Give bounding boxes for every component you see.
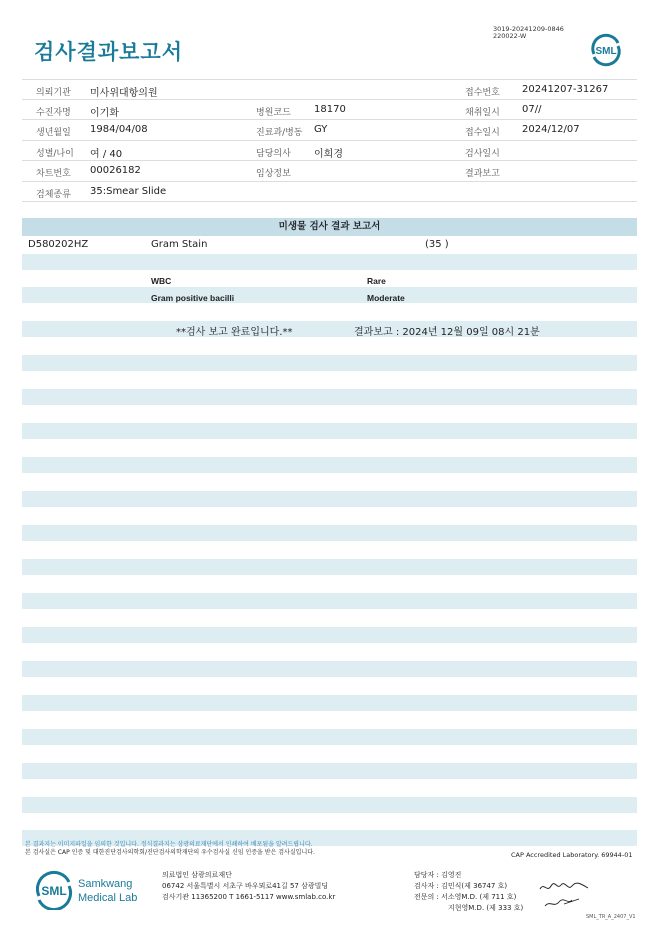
label-clinical-info: 임상정보 xyxy=(256,169,291,179)
signature-icon xyxy=(542,896,582,910)
footer-contact: 검사기관 11365200 T 1661-5117 www.smlab.co.kr xyxy=(162,893,336,901)
result-row-band xyxy=(22,254,637,270)
result-row-band xyxy=(22,321,637,337)
footer-address: 06742 서울특별시 서초구 바우뫼로41길 57 삼광빌딩 xyxy=(162,882,329,890)
staff-name: 지현영M.D. (제 333 호) xyxy=(448,904,524,912)
footer-notes xyxy=(25,841,315,857)
footer-logo-sml: SML xyxy=(41,884,67,898)
staff-row xyxy=(414,892,523,903)
info-row xyxy=(22,100,637,121)
label-patient-name: 수진자명 xyxy=(36,107,71,118)
value-physician: 이희경 xyxy=(314,148,343,160)
value-specimen-type: 35:Smear Slide xyxy=(90,185,167,197)
result-row-band xyxy=(22,763,637,779)
footer-logo-line2: Medical Lab xyxy=(78,892,138,904)
document-id-line2: 220022-W xyxy=(493,32,527,40)
value-hospital-code: 18170 xyxy=(314,103,346,115)
result-name: WBC xyxy=(151,276,172,286)
result-row-band xyxy=(22,593,637,609)
result-row-band xyxy=(22,797,637,813)
patient-info-table xyxy=(22,79,637,202)
result-row-band xyxy=(22,287,637,303)
result-row-band xyxy=(22,491,637,507)
value-birth-date: 1984/04/08 xyxy=(90,124,148,135)
test-code: D580202HZ xyxy=(28,239,89,250)
test-count: (35 ) xyxy=(425,239,449,250)
value-receipt-number: 20241207-31267 xyxy=(522,84,609,95)
sml-logo-text: SML xyxy=(595,46,617,57)
note-accreditation: 본 검사실은 CAP 인증 및 대한진단검사의학회/진단검사의학재단의 우수검사실 신임 인증을 받은 검사실입니다. xyxy=(25,849,315,856)
value-patient-name: 이기화 xyxy=(90,107,119,119)
footer-staff xyxy=(414,870,523,914)
report-title: 미생물 검사 결과 보고서 xyxy=(22,218,637,236)
label-sex-age: 성별/나이 xyxy=(36,148,74,159)
info-row xyxy=(22,79,637,100)
staff-name: 김민식(제 36747 호) xyxy=(441,882,508,890)
staff-role: 담당자 : xyxy=(414,871,439,879)
footer-org-info xyxy=(162,870,335,903)
result-row-band xyxy=(22,457,637,473)
label-receipt-number: 접수번호 xyxy=(465,88,500,98)
value-requesting-org: 미사위대항의원 xyxy=(90,88,158,99)
staff-name: 김영진 xyxy=(441,871,462,879)
info-row xyxy=(22,120,637,141)
info-row xyxy=(22,182,637,203)
label-physician: 담당의사 xyxy=(256,148,291,159)
form-code: SML_TR_A_2407_V1 xyxy=(586,914,636,920)
label-collection-date: 채취일시 xyxy=(465,107,500,118)
note-image-copy: 본 결과지는 이미지파일을 임의한 것입니다. 정식결과지는 삼광의료재단에서 인쇄하여 배포됨을 알려드립니다. xyxy=(25,841,313,848)
value-sex-age: 여 / 40 xyxy=(90,148,123,160)
page-title: 검사결과보고서 xyxy=(34,40,184,64)
footer-logo-line1: Samkwang xyxy=(78,878,133,890)
signature-icon xyxy=(538,880,590,894)
result-value: Rare xyxy=(367,276,386,286)
label-birth-date: 생년월일 xyxy=(36,128,71,138)
result-row-band xyxy=(22,627,637,643)
samkwang-logo-icon xyxy=(36,870,176,910)
staff-role: 전문의 : xyxy=(414,893,439,901)
result-row-band xyxy=(22,525,637,541)
report-time: 결과보고 : 2024년 12월 09일 08시 21분 xyxy=(354,327,540,338)
label-test-date: 검사일시 xyxy=(465,148,500,159)
footer-org: 의료법인 삼광의료재단 xyxy=(162,871,232,879)
value-department: GY xyxy=(314,124,328,135)
result-row-band xyxy=(22,423,637,439)
staff-row xyxy=(414,881,523,892)
report-complete-text: **검사 보고 완료입니다.** xyxy=(176,327,293,338)
value-collection-date: 07// xyxy=(522,103,542,115)
label-receipt-date: 접수일시 xyxy=(465,128,500,138)
result-row-band xyxy=(22,661,637,677)
label-requesting-org: 의뢰기관 xyxy=(36,88,71,98)
info-row xyxy=(22,141,637,162)
label-department: 진료과/병동 xyxy=(256,128,303,138)
info-row xyxy=(22,161,637,182)
result-row-band xyxy=(22,695,637,711)
result-row-band xyxy=(22,559,637,575)
result-name: Gram positive bacilli xyxy=(151,293,235,303)
staff-role: 검사자 : xyxy=(414,882,439,890)
test-name: Gram Stain xyxy=(151,239,208,250)
document-id xyxy=(493,26,564,40)
document-id-line1: 3019-20241209-0846 xyxy=(493,25,564,33)
cap-accreditation: CAP Accredited Laboratory. 69944-01 xyxy=(511,851,633,859)
value-receipt-date: 2024/12/07 xyxy=(522,124,580,135)
result-row-band xyxy=(22,729,637,745)
label-result-report: 결과보고 xyxy=(465,169,500,179)
value-chart-number: 00026182 xyxy=(90,165,141,176)
staff-row xyxy=(414,903,523,914)
label-chart-number: 차트번호 xyxy=(36,169,71,179)
label-hospital-code: 병원코드 xyxy=(256,107,291,118)
label-specimen-type: 검체종류 xyxy=(36,189,71,200)
sml-logo-icon xyxy=(588,32,624,68)
result-value: Moderate xyxy=(367,293,405,303)
result-row-band xyxy=(22,355,637,371)
staff-row xyxy=(414,870,523,881)
staff-name: 서소영M.D. (제 711 호) xyxy=(441,893,517,901)
result-row-band xyxy=(22,389,637,405)
